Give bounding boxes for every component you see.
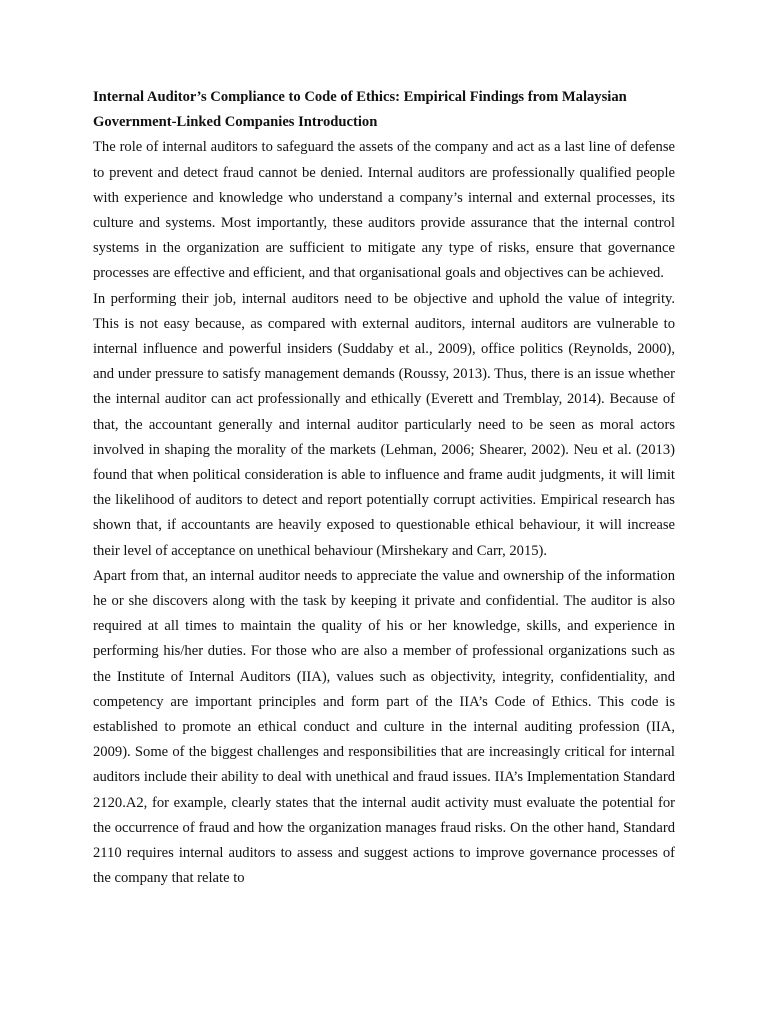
document-title: Internal Auditor’s Compliance to Code of Ethics: Empirical Findings from Malaysian Government-Linked Companies Introduction bbox=[93, 89, 627, 131]
paragraph-confidentiality: Apart from that, an internal auditor needs to appreciate the value and ownership of the information he or she discovers along with the task by keeping it private and confidential. The auditor is also required at all times to maintain the quality of his or her knowledge, skills, and experience in performing his/her duties. For those who are also a member of professional organizations such as the Institute of Internal Auditors (IIA), values such as objectivity, integrity, confidentiality, and competency are important principles and form part of the IIA’s Code of Ethics. This code is established to promote an ethical conduct and culture in the internal auditing profession (IIA, 2009). Some of the biggest challenges and responsibilities that are increasingly critical for internal auditors include their ability to deal with unethical and fraud issues. IIA’s Implementation Standard 2120.A2, for example, clearly states that the internal audit activity must evaluate the potential for the occurrence of fraud and how the organization manages fraud risks. On the other hand, Standard 2110 requires internal auditors to assess and suggest actions to improve governance processes of the company that relate to bbox=[93, 567, 675, 887]
document-body bbox=[93, 85, 675, 892]
paragraph-objectivity: In performing their job, internal auditors need to be objective and uphold the value of integrity. This is not easy because, as compared with external auditors, internal auditors are vulnerable to internal influence and powerful insiders (Suddaby et al., 2009), office politics (Reynolds, 2000), and under pressure to satisfy management demands (Roussy, 2013). Thus, there is an issue whether the internal auditor can act professionally and ethically (Everett and Tremblay, 2014). Because of that, the accountant generally and internal auditor particularly need to be seen as moral actors involved in shaping the morality of the markets (Lehman, 2006; Shearer, 2002). Neu et al. (2013) found that when political consideration is able to influence and frame audit judgments, it will limit the likelihood of auditors to detect and report potentially corrupt activities. Empirical research has shown that, if accountants are heavily exposed to questionable ethical behaviour, it will increase their level of acceptance on unethical behaviour (Mirshekary and Carr, 2015). bbox=[93, 290, 675, 559]
paragraph-introduction: The role of internal auditors to safeguard the assets of the company and act as a last line of defense to prevent and detect fraud cannot be denied. Internal auditors are professionally qualified people with experience and knowledge who understand a company’s internal and external processes, its culture and systems. Most importantly, these auditors provide assurance that the internal control systems in the organization are sufficient to mitigate any type of risks, ensure that governance processes are effective and efficient, and that organisational goals and objectives can be achieved. bbox=[93, 139, 675, 282]
